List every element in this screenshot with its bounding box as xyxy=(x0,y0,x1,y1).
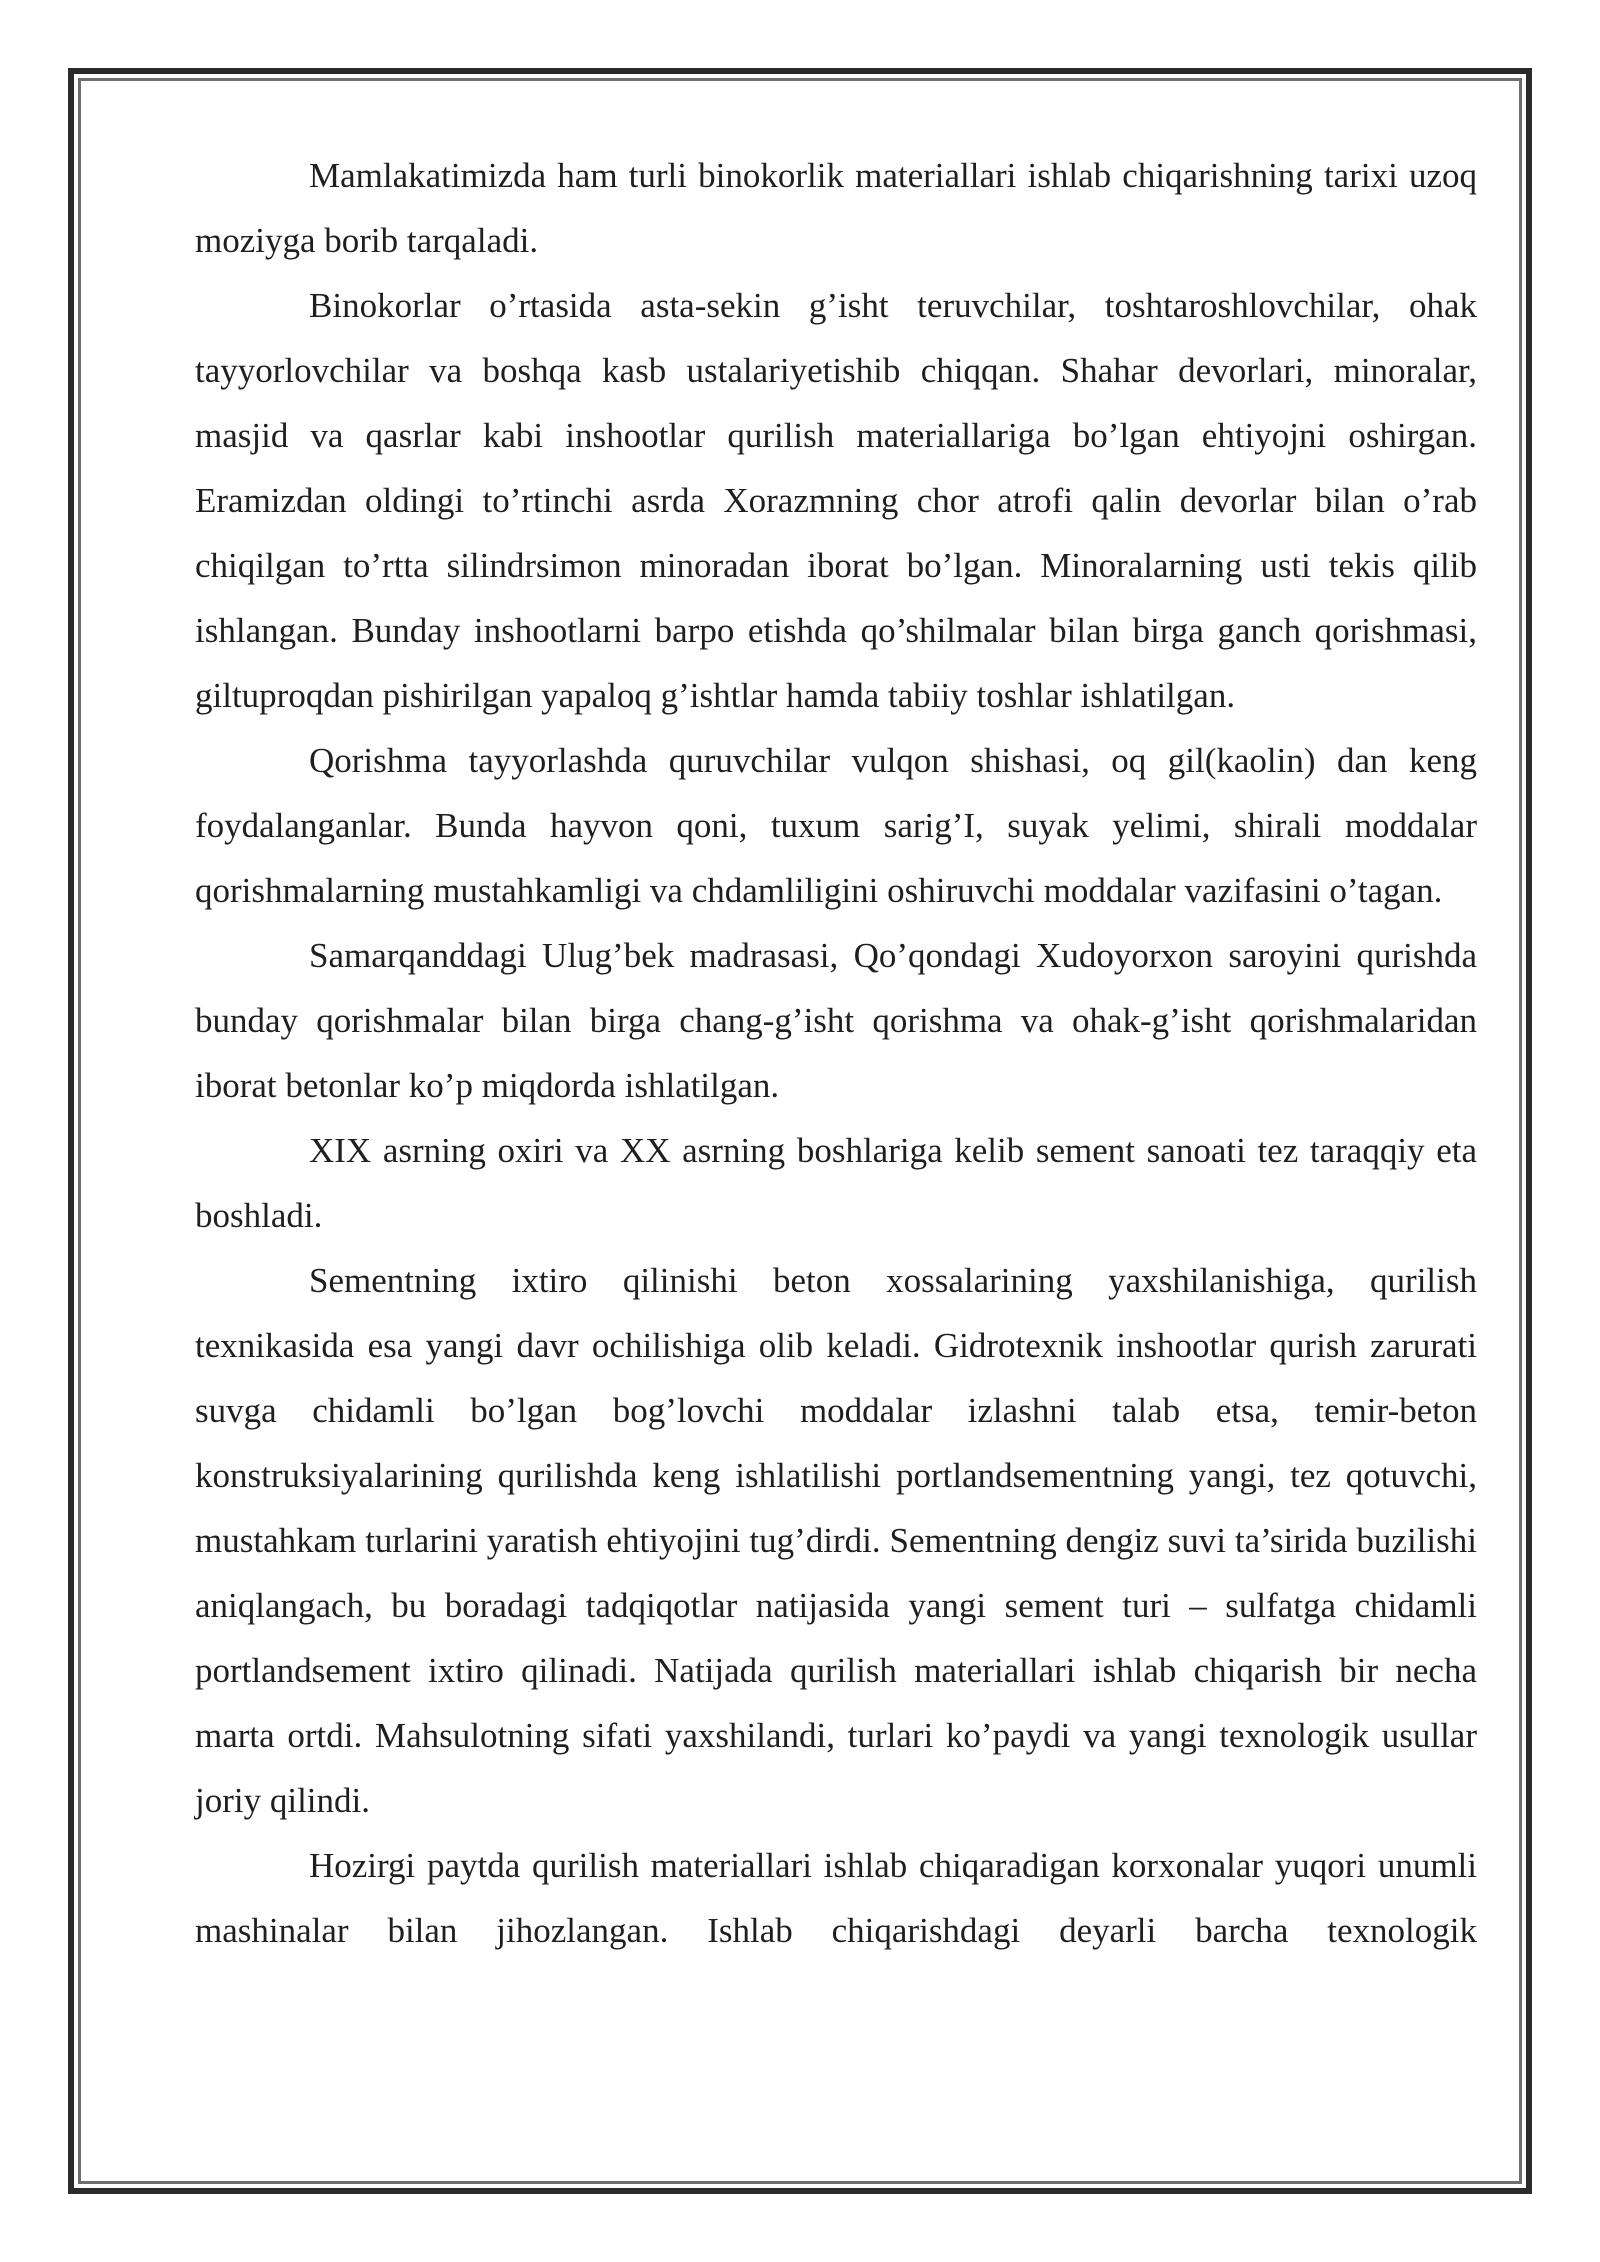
paragraph-3: Qorishma tayyorlashda quruvchilar vulqon shishasi, oq gil(kaolin) dan keng foydalanganlar. Bunda hayvon qoni, tuxum sarig’I, suyak yelimi, shirali moddalar qorishmalarning mustahkamligi va chdamliligini oshiruvchi moddalar vazifasini o’tagan. xyxy=(195,741,1477,910)
document-body xyxy=(195,143,1477,1963)
paragraph-2: Binokorlar o’rtasida asta-sekin g’isht teruvchilar, toshtaroshlovchilar, ohak tayyorlovchilar va boshqa kasb ustalariyetishib chiqqan. Shahar devorlari, minoralar, masjid va qasrlar kabi inshootlar qurilish materiallariga bo’lgan ehtiyojni oshirgan. Eramizdan oldingi to’rtinchi asrda Xorazmning chor atrofi qalin devorlar bilan o’rab chiqilgan to’rtta silindrsimon minoradan iborat bo’lgan. Minoralarning usti tekis qilib ishlangan. Bunday inshootlarni barpo etishda qo’shilmalar bilan birga ganch qorishmasi, giltuproqdan pishirilgan yapaloq g’ishtlar hamda tabiiy toshlar ishlatilgan. xyxy=(195,286,1477,715)
paragraph-7: Hozirgi paytda qurilish materiallari ishlab chiqaradigan korxonalar yuqori unumli mashinalar bilan jihozlangan. Ishlab chiqarishdagi deyarli barcha texnologik xyxy=(195,1846,1477,1950)
paragraph-1: Mamlakatimizda ham turli binokorlik materiallari ishlab chiqarishning tarixi uzoq moziyga borib tarqaladi. xyxy=(195,156,1477,260)
paragraph-5: XIX asrning oxiri va XX asrning boshlariga kelib sement sanoati tez taraqqiy eta boshladi. xyxy=(195,1131,1477,1235)
paragraph-4: Samarqanddagi Ulug’bek madrasasi, Qo’qondagi Xudoyorxon saroyini qurishda bunday qorishmalar bilan birga chang-g’isht qorishma va ohak-g’isht qorishmalaridan iborat betonlar ko’p miqdorda ishlatilgan. xyxy=(195,936,1477,1105)
paragraph-6: Sementning ixtiro qilinishi beton xossalarining yaxshilanishiga, qurilish texnikasida esa yangi davr ochilishiga olib keladi. Gidrotexnik inshootlar qurish zarurati suvga chidamli bo’lgan bog’lovchi moddalar izlashni talab etsa, temir-beton konstruksiyalarining qurilishda keng ishlatilishi portlandsementning yangi, tez qotuvchi, mustahkam turlarini yaratish ehtiyojini tug’dirdi. Sementning dengiz suvi ta’sirida buzilishi aniqlangach, bu boradagi tadqiqotlar natijasida yangi sement turi – sulfatga chidamli portlandsement ixtiro qilinadi. Natijada qurilish materiallari ishlab chiqarish bir necha marta ortdi. Mahsulotning sifati yaxshilandi, turlari ko’paydi va yangi texnologik usullar joriy qilindi. xyxy=(195,1261,1477,1820)
